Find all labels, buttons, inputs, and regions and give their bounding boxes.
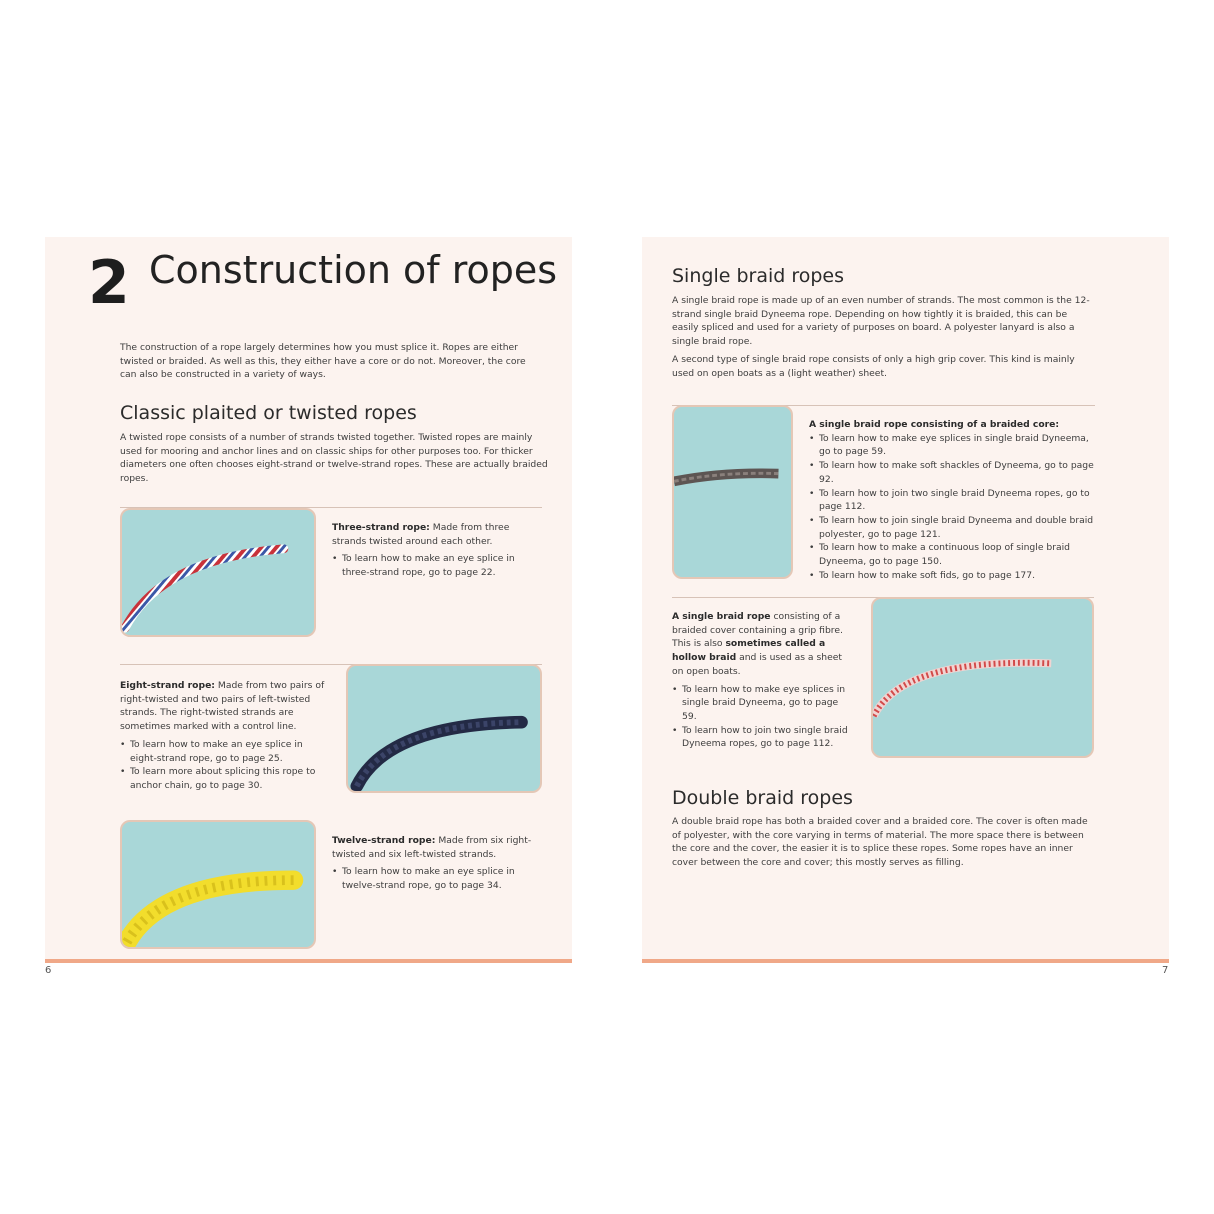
list-item: • To learn how to make an eye splice in eight-strand rope, go to page 25. bbox=[130, 738, 332, 765]
section-title: Single braid ropes bbox=[672, 265, 845, 287]
list-item: • To learn how to join single braid Dyneema and double braid polyester, go to page 121. bbox=[819, 514, 1099, 541]
twelve-strand-rope-photo bbox=[120, 820, 316, 949]
desc: and is used as a sheet on open boats. bbox=[672, 652, 842, 677]
desc: Made from three strands twisted around each other. bbox=[332, 522, 510, 547]
list-item: • To learn more about splicing this rope to anchor chain, go to page 30. bbox=[130, 765, 332, 792]
three-strand-rope-photo bbox=[120, 508, 316, 637]
eight-strand-rope-photo bbox=[346, 664, 542, 793]
term: sometimes called a hollow braid bbox=[672, 638, 826, 664]
section-text: A twisted rope consists of a number of strands twisted together. Twisted ropes are mainly used for mooring and anchor lines and on classic ships for other purposes too. For thicker diameters one often chooses eight-strand or twelve-strand ropes. These are actually braided ropes. bbox=[120, 432, 548, 485]
page-footer-bar bbox=[642, 959, 1169, 963]
list-item: • To learn how to make soft shackles of Dyneema, go to page 92. bbox=[819, 459, 1099, 486]
list-item: • To learn how to make an eye splice in three-strand rope, go to page 22. bbox=[342, 552, 537, 579]
page-number-left: 6 bbox=[45, 965, 52, 976]
list-item: • To learn how to join two single braid Dyneema ropes, go to page 112. bbox=[819, 487, 1099, 514]
paragraph: A second type of single braid rope consists of only a high grip cover. This kind is mainly used on open boats as a (light weather) sheet. bbox=[672, 353, 1075, 379]
desc: consisting of a braided cover containing a grip fibre. This is also bbox=[672, 611, 843, 650]
term: Eight-strand rope: bbox=[120, 680, 215, 691]
term: Three-strand rope: bbox=[332, 522, 430, 533]
list-item: • To learn how to join two single braid Dyneema ropes, go to page 112. bbox=[682, 724, 852, 751]
section-title: Classic plaited or twisted ropes bbox=[120, 402, 417, 424]
list-item: • To learn how to make an eye splice in twelve-strand rope, go to page 34. bbox=[342, 865, 542, 892]
single-braid-core-photo bbox=[672, 405, 793, 579]
chapter-number: 2 bbox=[88, 248, 130, 318]
hollow-braid-description bbox=[672, 610, 852, 751]
list-item: • To learn how to make eye splices in single braid Dyneema, go to page 59. bbox=[819, 432, 1099, 459]
page-footer-bar bbox=[45, 959, 572, 963]
term: A single braid rope consisting of a braided core: bbox=[809, 419, 1060, 430]
list-item: • To learn how to make soft fids, go to page 177. bbox=[819, 569, 1099, 583]
eight-strand-description bbox=[120, 679, 332, 793]
intro-text: The construction of a rope largely determines how you must splice it. Ropes are either twisted or braided. As well as this, they either have a core or do not. Moreover, the core can also be constructed in a variety of ways. bbox=[120, 342, 526, 381]
twelve-strand-description bbox=[332, 834, 542, 893]
hollow-braid-photo bbox=[871, 597, 1094, 758]
page-number-right: 7 bbox=[1162, 965, 1169, 976]
section-text bbox=[672, 294, 1092, 384]
term: A single braid rope bbox=[672, 611, 771, 622]
desc: Made from two pairs of right-twisted and two pairs of left-twisted strands. The right-twisted strands are sometimes marked with a control line. bbox=[120, 680, 325, 733]
desc: Made from six right-twisted and six left-twisted strands. bbox=[332, 835, 532, 860]
list-item: • To learn how to make a continuous loop of single braid Dyneema, go to page 150. bbox=[819, 541, 1099, 568]
paragraph: A single braid rope is made up of an even number of strands. The most common is the 12-strand single braid Dyneema rope. Depending on how tightly it is braided, this can be easily spliced and used for a variety of purposes on board. A polyester lanyard is also a single braid rope. bbox=[672, 295, 1090, 348]
section-text: A double braid rope has both a braided cover and a braided core. The cover is often made of polyester, with the core varying in terms of material. The more space there is between the core and the cover, the easier it is to splice these ropes. Some ropes have an inner cover between the core and cover; this mostly serves as filling. bbox=[672, 816, 1088, 869]
chapter-title: Construction of ropes bbox=[149, 248, 558, 292]
section-title: Double braid ropes bbox=[672, 787, 853, 809]
single-braid-core-description bbox=[809, 418, 1099, 582]
term: Twelve-strand rope: bbox=[332, 835, 436, 846]
list-item: • To learn how to make eye splices in single braid Dyneema, go to page 59. bbox=[682, 683, 852, 724]
three-strand-description bbox=[332, 521, 537, 580]
